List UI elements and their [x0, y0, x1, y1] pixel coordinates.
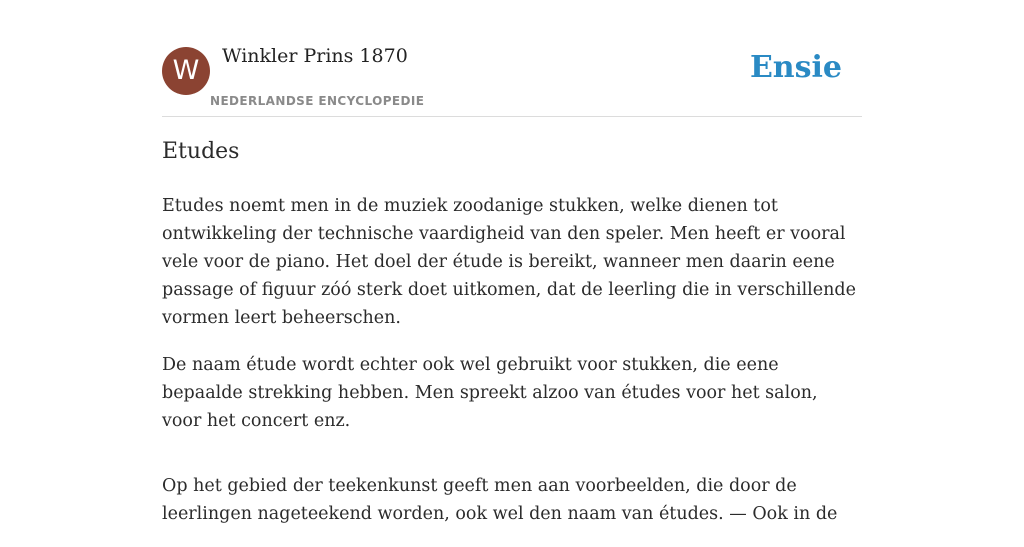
article-title: Etudes [162, 139, 240, 164]
source-avatar[interactable]: W [162, 47, 210, 95]
article-body [162, 192, 862, 547]
paragraph-2: De naam étude wordt echter ook wel gebruikt voor stukken, die eene bepaalde strekking hebben. Men spreekt alzoo van études voor het salon, voor het concert enz. [162, 355, 818, 431]
source-subtitle: NEDERLANDSE ENCYCLOPEDIE [210, 94, 425, 108]
ensie-logo-link[interactable]: Ensie [749, 50, 842, 85]
header [162, 0, 862, 117]
article-page [162, 0, 862, 524]
paragraph-3: Op het gebied der teekenkunst geeft men aan voorbeelden, die door de leerlingen nageteekend worden, ook wel den naam van études. — Ook in de [162, 476, 838, 524]
source-title[interactable]: Winkler Prins 1870 [222, 45, 408, 67]
paragraph-1: Etudes noemt men in de muziek zoodanige stukken, welke dienen tot ontwikkeling der technische vaardigheid van den speler. Men heeft er vooral vele voor de piano. Het doel der étude is bereikt, wanneer men daarin eene passage of figuur zóó sterk doet uitkomen, dat de leerling die in verschillende vormen leert beheerschen. [162, 196, 856, 328]
